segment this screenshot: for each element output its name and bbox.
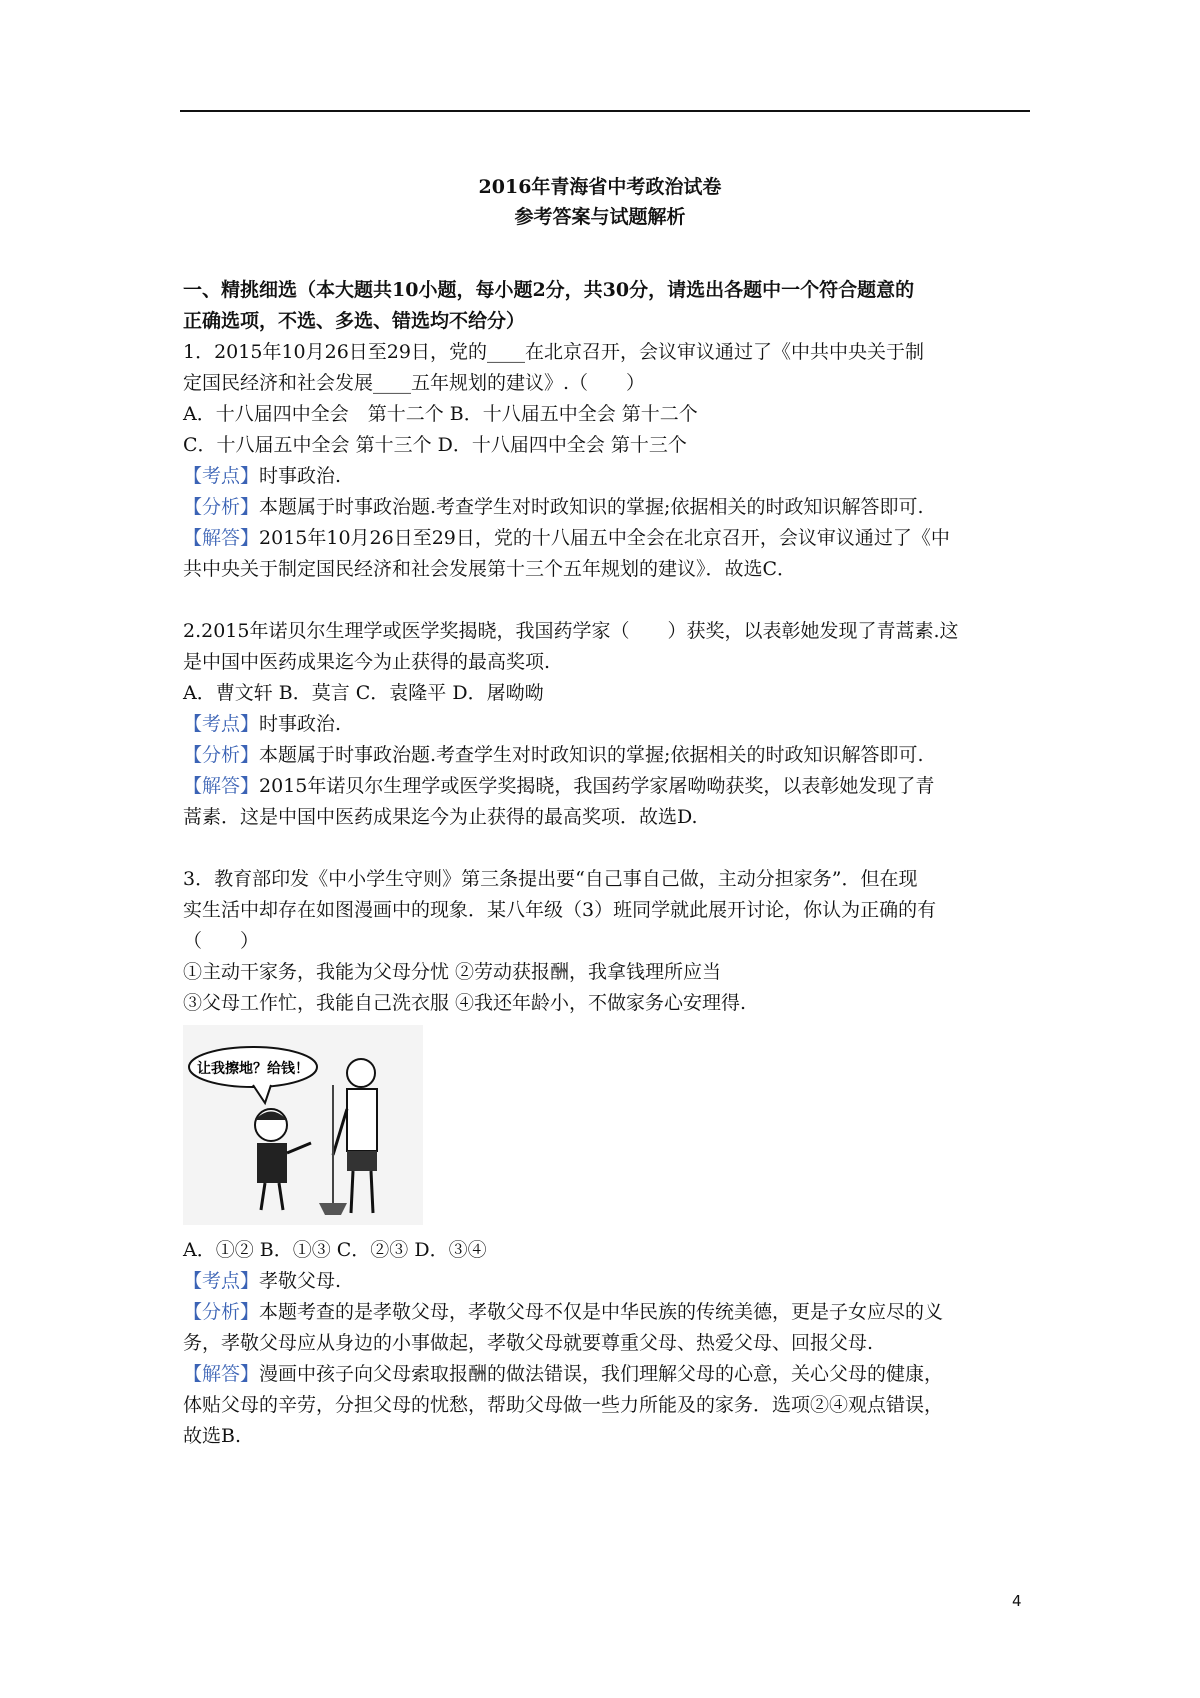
q3-options: A．①② B．①③ C．②③ D．③④ xyxy=(183,1239,487,1261)
q1-kaodian xyxy=(183,461,1033,492)
q1-options-line2: C．十八届五中全会 第十三个 D．十八届四中全会 第十三个 xyxy=(183,434,687,456)
q3-statements-line2: ③父母工作忙，我能自己洗衣服 ④我还年龄小，不做家务心安理得. xyxy=(183,992,747,1014)
cartoon-image xyxy=(183,1025,423,1225)
parent-shorts xyxy=(347,1151,377,1171)
q1-kaodian-text: 时事政治. xyxy=(259,465,342,487)
section-heading-line2: 正确选项，不选、多选、错选均不给分） xyxy=(183,310,526,332)
jieda-label: 【解答】 xyxy=(183,1363,260,1385)
child-body xyxy=(257,1143,287,1183)
q3-fenxi-line2: 务，孝敬父母应从身边的小事做起，孝敬父母就要尊重父母、热爱父母、回报父母. xyxy=(183,1332,874,1354)
kaodian-label: 【考点】 xyxy=(183,1270,260,1292)
jieda-label: 【解答】 xyxy=(183,775,260,797)
parent-body xyxy=(347,1089,377,1151)
q3-jieda-line3: 故选B. xyxy=(183,1425,242,1447)
page-subtitle: 参考答案与试题解析 xyxy=(514,206,686,228)
fenxi-label: 【分析】 xyxy=(183,744,260,766)
q3-fenxi xyxy=(183,1297,1033,1328)
q3-stem-line1: 3．教育部印发《中小学生守则》第三条提出要“自己事自己做，主动分担家务”．但在现 xyxy=(183,868,918,890)
q2-jieda-text1: 2015年诺贝尔生理学或医学奖揭晓，我国药学家屠呦呦获奖，以表彰她发现了青 xyxy=(259,775,935,797)
spacer xyxy=(183,833,1033,864)
q2-kaodian-text: 时事政治. xyxy=(259,713,342,735)
q2-options: A．曹文轩 B．莫言 C．袁隆平 D．屠呦呦 xyxy=(183,682,544,704)
q1-stem-line1: 1．2015年10月26日至29日，党的____在北京召开，会议审议通过了《中共中央关于制 xyxy=(183,341,924,363)
q3-jieda-text1: 漫画中孩子向父母索取报酬的做法错误，我们理解父母的心意，关心父母的健康， xyxy=(259,1363,944,1385)
document-body xyxy=(183,275,1033,1452)
page-number: 4 xyxy=(1012,1592,1022,1610)
q3-stem-line3: （ ） xyxy=(183,930,260,952)
q1-stem-line2: 定国民经济和社会发展____五年规划的建议》.（ ） xyxy=(183,372,646,394)
q2-kaodian xyxy=(183,709,1033,740)
q3-stem-line2: 实生活中却存在如图漫画中的现象．某八年级（3）班同学就此展开讨论，你认为正确的有 xyxy=(183,899,937,921)
parent-leg-left xyxy=(351,1171,353,1213)
q1-fenxi-text: 本题属于时事政治题.考查学生对时政知识的掌握;依据相关的时政知识解答即可. xyxy=(259,496,924,518)
q3-kaodian-text: 孝敬父母. xyxy=(259,1270,342,1292)
q3-jieda-line2: 体贴父母的辛劳，分担父母的忧愁，帮助父母做一些力所能及的家务．选项②④观点错误， xyxy=(183,1394,944,1416)
section-heading-line1: 一、精挑细选（本大题共10小题，每小题2分，共30分，请选出各题中一个符合题意的 xyxy=(183,279,915,301)
q2-stem-line1: 2.2015年诺贝尔生理学或医学奖揭晓，我国药学家（ ）获奖，以表彰她发现了青蒿素.这 xyxy=(183,620,959,642)
q2-jieda-line2: 蒿素．这是中国中医药成果迄今为止获得的最高奖项．故选D. xyxy=(183,806,698,828)
fenxi-label: 【分析】 xyxy=(183,1301,260,1323)
q2-fenxi-text: 本题属于时事政治题.考查学生对时政知识的掌握;依据相关的时政知识解答即可. xyxy=(259,744,924,766)
speech-bubble-text: 让我擦地？给钱！ xyxy=(197,1061,309,1077)
spacer xyxy=(183,585,1033,616)
q1-jieda-text1: 2015年10月26日至29日，党的十八届五中全会在北京召开，会议审议通过了《中 xyxy=(259,527,950,549)
jieda-label: 【解答】 xyxy=(183,527,260,549)
q1-jieda-line2: 共中央关于制定国民经济和社会发展第十三个五年规划的建议》．故选C． xyxy=(183,558,797,580)
header-rule xyxy=(180,110,1030,112)
q2-fenxi xyxy=(183,740,1033,771)
q2-jieda xyxy=(183,771,1033,802)
q1-options-line1: A．十八届四中全会 第十二个 B．十八届五中全会 第十二个 xyxy=(183,403,698,425)
q3-jieda xyxy=(183,1359,1033,1390)
q3-fenxi-text1: 本题考查的是孝敬父母，孝敬父母不仅是中华民族的传统美德，更是子女应尽的义 xyxy=(259,1301,944,1323)
q1-fenxi xyxy=(183,492,1033,523)
kaodian-label: 【考点】 xyxy=(183,465,260,487)
page-title: 2016年青海省中考政治试卷 xyxy=(478,176,722,198)
q2-stem-line2: 是中国中医药成果迄今为止获得的最高奖项. xyxy=(183,651,551,673)
q3-statements-line1: ①主动干家务，我能为父母分忧 ②劳动获报酬，我拿钱理所应当 xyxy=(183,961,722,983)
parent-leg-right xyxy=(371,1171,373,1213)
q1-jieda xyxy=(183,523,1033,554)
q3-kaodian xyxy=(183,1266,1033,1297)
kaodian-label: 【考点】 xyxy=(183,713,260,735)
parent-head xyxy=(347,1059,375,1087)
fenxi-label: 【分析】 xyxy=(183,496,260,518)
